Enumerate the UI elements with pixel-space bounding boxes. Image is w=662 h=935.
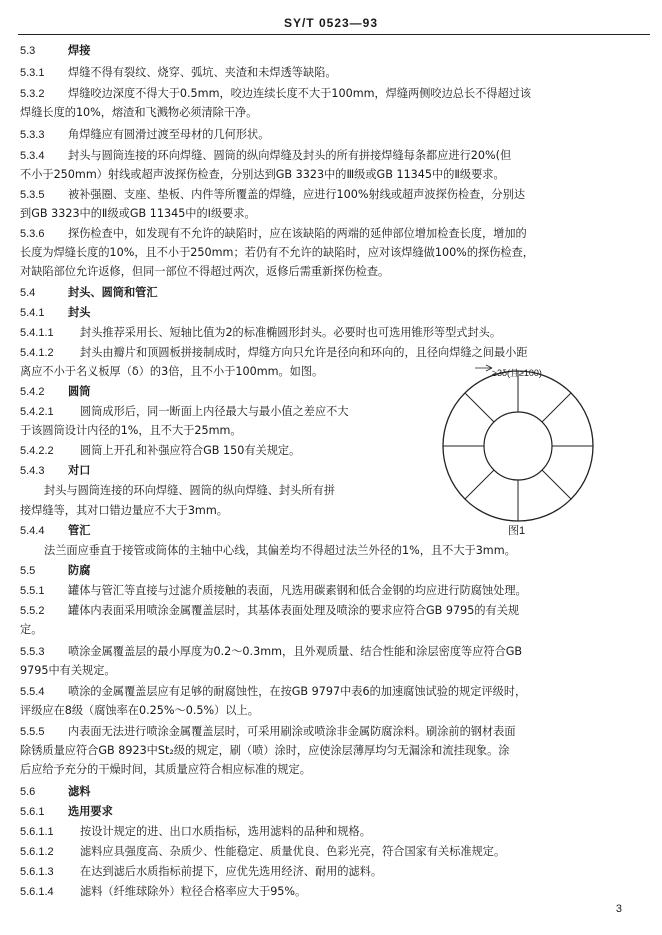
clause-5-4-3-line2: 接焊缝等，其对口错边量应不大于3mm。 — [20, 504, 228, 517]
clause-5-4-2-2: 5.4.2.2 圆筒上开孔和补强应符合GB 150有关规定。 — [20, 444, 301, 457]
clause-5-4-3-line1: 封头与圆筒连接的环向焊缝、圆筒的纵向焊缝、封头所有拼 — [44, 484, 335, 497]
clause-5-5-5-line3: 后应给予充分的干燥时间，其质量应符合相应标准的规定。 — [20, 763, 311, 776]
clause-5-4-2-1-line2: 于该圆筒设计内径的1%，且不大于25mm。 — [20, 424, 242, 437]
clause-5-5-5-line2: 除锈质量应符合GB 8923中St₂级的规定，刷（喷）涂时，应使涂层薄厚均匀无漏涂和流挂现象。涂 — [20, 744, 510, 757]
clause-5-5-2-line2: 定。 — [20, 623, 43, 636]
radial-weld-line — [542, 393, 571, 422]
clause-5-4-1-2-line2: 离应不小于名义板厚（δ）的3倍，且不小于100mm。如图。 — [20, 365, 324, 378]
figure-dimension-label: ≥3δ(且≥100) — [492, 368, 542, 378]
radial-weld-line — [542, 470, 571, 499]
clause-5-3-4-line1: 5.3.4 封头与圆筒连接的环向焊缝、圆筒的纵向焊缝及封头的所有拼接焊缝每条都应进行20%(但 — [20, 149, 512, 162]
heading-5-6: 5.6 滤料 — [20, 785, 91, 798]
page-number: 3 — [615, 903, 622, 915]
clause-5-5-5-line1: 5.5.5 内表面无法进行喷涂金属覆盖层时，可采用刷涂或喷涂非金属防腐涂料。刷涂前的钢材表面 — [20, 725, 516, 738]
clause-5-4-1-1: 5.4.1.1 封头推荐采用长、短轴比值为2的标准椭圆形封头。必要时也可选用锥形等型式封头。 — [20, 326, 502, 339]
clause-5-6-1-3: 5.6.1.3 在达到滤后水质指标前提下，应优先选用经济、耐用的滤料。 — [20, 865, 383, 878]
clause-5-3-6-line3: 对缺陷部位允许返修，但同一部位不得超过两次，返修后需重新探伤检查。 — [20, 265, 390, 278]
heading-5-4-2: 5.4.2 圆筒 — [20, 385, 91, 398]
clause-5-6-1-1: 5.6.1.1 按设计规定的进、出口水质指标，选用滤料的品种和规格。 — [20, 825, 371, 838]
clause-5-5-2-line1: 5.5.2 罐体内表面采用喷涂金属覆盖层时，其基体表面处理及喷涂的要求应符合GB 9795的有关规 — [20, 604, 520, 617]
clause-5-5-1: 5.5.1 罐体与管汇等直接与过滤介质接触的表面，凡选用碳素钢和低合金钢的均应进行防腐蚀处理。 — [20, 584, 527, 597]
clause-5-5-4-line2: 评级应在8级（腐蚀率在0.25%～0.5%）以上。 — [20, 704, 259, 717]
clause-5-5-3-line1: 5.5.3 喷涂金属覆盖层的最小厚度为0.2～0.3mm，且外观质量、结合性能和涂层密度等应符合GB — [20, 645, 523, 658]
heading-5-3: 5.3 焊接 — [20, 44, 91, 57]
clause-5-4-2-1-line1: 5.4.2.1 圆筒成形后，同一断面上内径最大与最小值之差应不大 — [20, 405, 349, 418]
clause-5-3-6-line1: 5.3.6 探伤检查中，如发现有不允许的缺陷时，应在该缺陷的两端的延伸部位增加检查长度，增加的 — [20, 227, 527, 240]
clause-5-5-4-line1: 5.5.4 喷涂的金属覆盖层应有足够的耐腐蚀性，在按GB 9797中表6的加速腐蚀试验的规定评级时， — [20, 685, 527, 698]
inner-circle — [484, 412, 552, 480]
clause-5-3-6-line2: 长度为焊缝长度的10%，且不小于250mm；若仍有不允许的缺陷时，应对该焊缝做100%的探伤检查， — [20, 246, 534, 259]
clause-5-3-5-line2: 到GB 3323中的Ⅱ级或GB 11345中的Ⅰ级要求。 — [20, 207, 256, 220]
clause-5-5-3-line2: 9795中有关规定。 — [20, 664, 116, 677]
header-rule — [18, 34, 650, 35]
head-weld-diagram — [440, 362, 640, 522]
clause-5-4-1-2-line1: 5.4.1.2 封头由瓣片和顶圆板拼接制成时，焊缝方向只允许是径向和环向的，且径向焊缝之间最小距 — [20, 346, 528, 359]
clause-5-3-2-line2: 焊缝长度的10%，熔渣和飞溅物必须清除干净。 — [20, 106, 258, 119]
clause-5-3-1: 5.3.1 焊缝不得有裂纹、烧穿、弧坑、夹渣和未焊透等缺陷。 — [20, 66, 337, 79]
clause-5-3-2-line1: 5.3.2 焊缝咬边深度不得大于0.5mm，咬边连续长度不大于100mm，焊缝两侧咬边总长不得超过该 — [20, 87, 532, 100]
figure-caption: 图1 — [508, 525, 526, 537]
heading-5-4-1: 5.4.1 封头 — [20, 306, 91, 319]
clause-5-6-1-4: 5.6.1.4 滤料（纤维球除外）粒径合格率应大于95%。 — [20, 885, 307, 898]
dimension-arrow — [475, 365, 492, 371]
heading-5-4: 5.4 封头、圆筒和管汇 — [20, 286, 158, 299]
standard-code-header: SY/T 0523—93 — [283, 16, 379, 30]
clause-5-3-5-line1: 5.3.5 被补强圈、支座、垫板、内件等所覆盖的焊缝，应进行100%射线或超声波探伤检查，分别达 — [20, 188, 526, 201]
clause-5-3-3: 5.3.3 角焊缝应有圆滑过渡至母材的几何形状。 — [20, 128, 270, 141]
heading-5-4-4: 5.4.4 管汇 — [20, 524, 91, 537]
clause-5-4-4: 法兰面应垂直于接管或筒体的主轴中心线，其偏差均不得超过法兰外径的1%，且不大于3mm。 — [44, 544, 516, 557]
radial-weld-line — [465, 470, 494, 499]
heading-5-6-1: 5.6.1 选用要求 — [20, 805, 113, 818]
clause-5-3-4-line2: 不小于250mm）射线或超声波探伤检查，分别达到GB 3323中的Ⅲ级或GB 11345中的Ⅱ级要求。 — [20, 168, 505, 181]
heading-5-4-3: 5.4.3 对口 — [20, 464, 91, 477]
heading-5-5: 5.5 防腐 — [20, 564, 91, 577]
clause-5-6-1-2: 5.6.1.2 滤料应具强度高、杂质少、性能稳定、质量优良、色彩光亮，符合国家有关标准规定。 — [20, 845, 506, 858]
radial-weld-line — [465, 393, 494, 422]
